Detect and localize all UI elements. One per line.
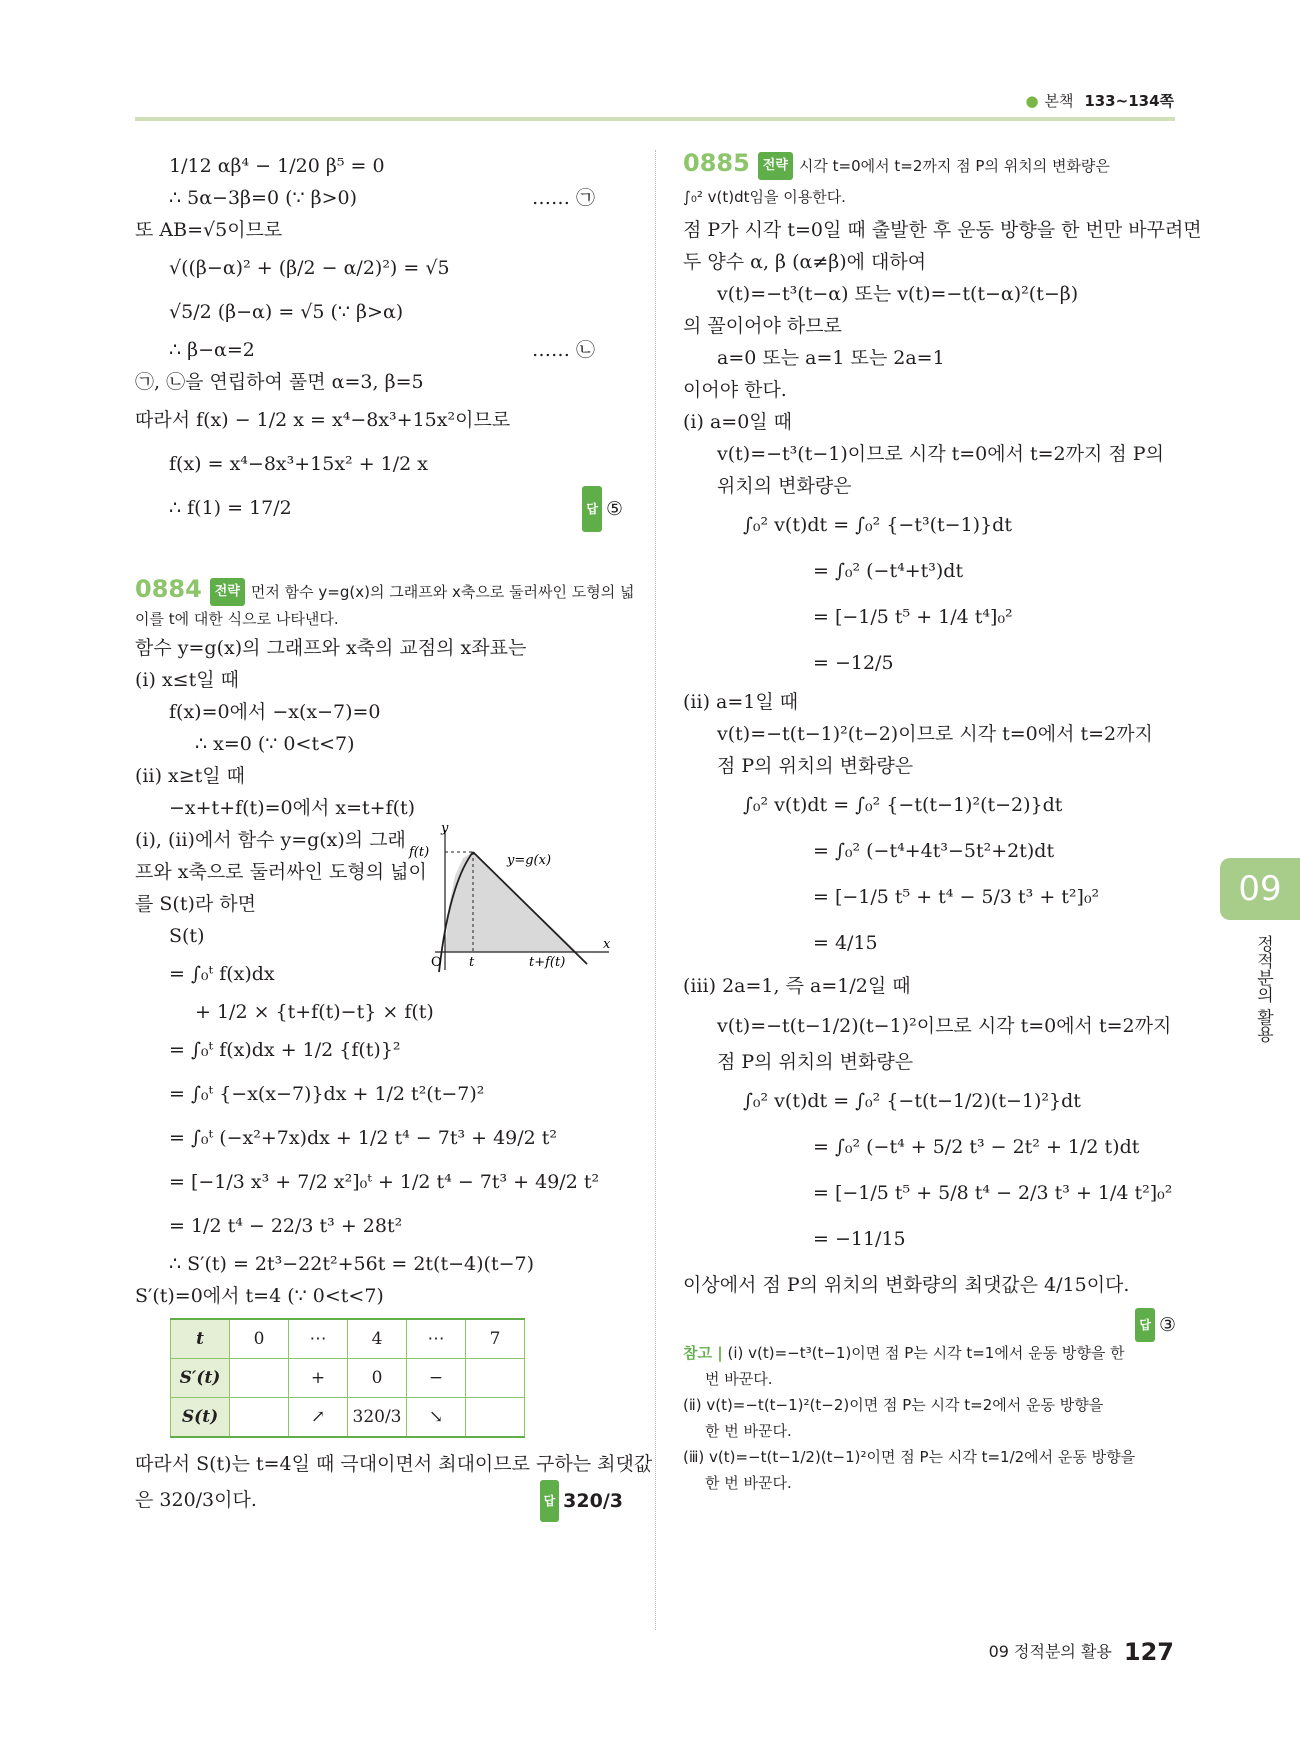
math-line: 함수 y=g(x)의 그래프와 x축의 교점의 x좌표는 [135,637,527,659]
table-row [171,1359,525,1398]
math-line: 점 P가 시각 t=0일 때 출발한 후 운동 방향을 한 번만 바꾸려면 [683,219,1202,241]
table-row [171,1398,525,1438]
math-line: f(x)=0에서 −x(x−7)=0 [169,701,381,723]
answer-value: ⑤ [605,498,623,520]
answer-badge: 답 [582,486,602,532]
math-line: (ⅱ) a=1일 때 [683,691,799,713]
math-line: √((β−α)² + (β/2 − α/2)²) = √5 [169,257,450,279]
math-line: = ∫₀ᵗ (−x²+7x)dx + 1/2 t⁴ − 7t³ + 49/2 t² [169,1127,558,1149]
graph-label-tft: t+f(t) [529,955,566,970]
math-line: (ⅲ) 2a=1, 즉 a=1/2일 때 [683,975,911,997]
table-cell: ⋯ [407,1319,466,1359]
page-header [1025,90,1174,111]
table-cell: + [289,1359,348,1398]
equation-ref-1: …… ㉠ [531,187,595,209]
graph-block [135,821,625,996]
header-pages: 133~134쪽 [1084,92,1174,110]
math-line: 의 꼴이어야 하므로 [683,315,842,337]
table-row [171,1319,525,1359]
problem-number: 0885 [683,149,750,177]
table-cell [230,1359,289,1398]
math-line: 점 P의 위치의 변화량은 [717,755,914,777]
math-line: 위치의 변화량은 [717,475,852,497]
graph-label-g: y=g(x) [507,853,552,868]
problem-0885-strategy [683,150,1178,180]
problem-number: 0884 [135,575,202,603]
math-line: = [−1/3 x³ + 7/2 x²]₀ᵗ + 1/2 t⁴ − 7t³ + 49/2 t² [169,1171,600,1193]
table-cell: 0 [348,1359,407,1398]
note-line: 한 번 바꾼다. [705,1474,792,1492]
graph-label-ft: f(t) [409,845,430,860]
equation-ref-2: …… ㉡ [531,339,595,361]
table-cell: ↗ [289,1398,348,1438]
table-cell: − [407,1359,466,1398]
table-cell: S′(t) [171,1359,230,1398]
answer-3-line [683,1308,1178,1340]
strategy-badge: 전략 [758,152,793,180]
math-line: −x+t+f(t)=0에서 x=t+f(t) [169,797,416,819]
math-line: v(t)=−t³(t−1)이므로 시각 t=0에서 t=2까지 점 P의 [717,443,1164,465]
answer-2 [540,1480,623,1522]
math-line: = ∫₀² (−t⁴ + 5/2 t³ − 2t² + 1/2 t)dt [813,1136,1140,1158]
answer-1 [582,486,623,532]
table-cell: 320/3 [348,1398,407,1438]
answer-value: 320/3 [563,1490,623,1512]
math-line: 두 양수 α, β (α≠β)에 대하여 [683,251,927,273]
math-line: (ⅰ), (ⅱ)에서 함수 y=g(x)의 그래 [135,829,406,851]
strategy-text: 시각 t=0에서 t=2까지 점 P의 위치의 변화량은 [798,157,1110,175]
note-line: 한 번 바꾼다. [705,1422,792,1440]
math-line: = ∫₀² (−t⁴+4t³−5t²+2t)dt [813,840,1055,862]
bullet-icon: ● [1025,92,1039,110]
math-line: 1/12 αβ⁴ − 1/20 β⁵ = 0 [169,155,385,177]
math-line: ∫₀² v(t)dt = ∫₀² {−t(t−1)²(t−2)}dt [743,794,1063,816]
math-line: = ∫₀ᵗ {−x(x−7)}dx + 1/2 t²(t−7)² [169,1083,485,1105]
math-text: ∴ f(1) = 17/2 [169,497,292,519]
math-line: 따라서 S(t)는 t=4일 때 극대이면서 최대이므로 구하는 최댓값 [135,1453,653,1475]
math-line: v(t)=−t(t−1)²(t−2)이므로 시각 t=0에서 t=2까지 [717,723,1153,745]
header-book-label: 본책 [1044,92,1074,110]
math-line: f(x) = x⁴−8x³+15x² + 1/2 x [169,453,429,475]
column-divider [655,150,657,1630]
answer-badge: 답 [1135,1308,1155,1342]
math-line: 이어야 한다. [683,379,787,401]
table-cell: ⋯ [289,1319,348,1359]
strategy-text: 이를 t에 대한 식으로 나타낸다. [135,610,339,628]
math-text: 은 320/3이다. [135,1489,257,1511]
math-line [135,182,625,214]
math-line: 따라서 f(x) − 1/2 x = x⁴−8x³+15x²이므로 [135,409,511,431]
math-line: = −11/15 [813,1228,906,1250]
math-line: (ⅰ) a=0일 때 [683,411,793,433]
math-line: 를 S(t)라 하면 [135,893,256,915]
math-line: ∴ S′(t) = 2t³−22t²+56t = 2t(t−4)(t−7) [169,1253,534,1275]
note-line: (ⅱ) v(t)=−t(t−1)²(t−2)이면 점 P는 시각 t=2에서 운동 방향을 [683,1396,1104,1414]
math-line: (ⅰ) x≤t일 때 [135,669,239,691]
math-line: v(t)=−t³(t−α) 또는 v(t)=−t(t−α)²(t−β) [717,283,1079,305]
math-line: = 1/2 t⁴ − 22/3 t³ + 28t² [169,1215,403,1237]
table-cell: 7 [466,1319,525,1359]
math-line: = 4/15 [813,932,878,954]
strategy-text: 먼저 함수 y=g(x)의 그래프와 x축으로 둘러싸인 도형의 넓 [250,583,635,601]
note-line: (ⅲ) v(t)=−t(t−1/2)(t−1)²이면 점 P는 시각 t=1/2에서 운동 방향을 [683,1448,1136,1466]
page-footer [989,1638,1174,1666]
math-line: = [−1/5 t⁵ + 5/8 t⁴ − 2/3 t³ + 1/4 t²]₀² [813,1182,1173,1204]
note-label: 참고 | [683,1344,723,1362]
math-line: = [−1/5 t⁵ + 1/4 t⁴]₀² [813,606,1013,628]
math-line: S′(t)=0에서 t=4 (∵ 0<t<7) [135,1285,384,1307]
graph-label-origin: O [431,955,442,970]
graph-label-t: t [469,955,475,970]
math-line: a=0 또는 a=1 또는 2a=1 [717,347,945,369]
math-text: ∴ 5α−3β=0 (∵ β>0) [169,187,358,209]
math-line: + 1/2 × {t+f(t)−t} × f(t) [195,1001,434,1023]
sign-table [170,1318,525,1438]
math-line [135,486,625,530]
strategy-badge: 전략 [210,578,245,606]
problem-0884-strategy [135,575,635,606]
math-line: 점 P의 위치의 변화량은 [717,1051,914,1073]
right-column [683,149,1202,1496]
table-cell [466,1398,525,1438]
problem-0884-body [135,632,653,1520]
math-line [135,334,625,366]
page-number: 127 [1123,1638,1174,1666]
answer-badge: 답 [540,1480,560,1522]
answer-3 [1135,1308,1176,1342]
chapter-tab: 09 [1220,858,1300,920]
note-text: (ⅰ) v(t)=−t³(t−1)이면 점 P는 시각 t=1에서 운동 방향을 한 [727,1344,1125,1362]
math-text: ∴ β−α=2 [169,339,255,361]
math-line: ㉠, ㉡을 연립하여 풀면 α=3, β=5 [135,371,424,393]
math-line: √5/2 (β−α) = √5 (∵ β>α) [169,301,404,323]
note-line: 번 바꾼다. [705,1370,773,1388]
math-line: v(t)=−t(t−1/2)(t−1)²이므로 시각 t=0에서 t=2까지 [717,1015,1172,1037]
answer-value: ③ [1158,1314,1176,1336]
math-line: S(t) [169,925,205,947]
function-graph [409,821,617,984]
math-line: = ∫₀ᵗ f(x)dx + 1/2 {f(t)}² [169,1039,401,1061]
table-cell: 4 [348,1319,407,1359]
header-rule [135,117,1175,121]
math-line: (ⅱ) x≥t일 때 [135,765,246,787]
math-line: 프와 x축으로 둘러싸인 도형의 넓이 [135,861,427,883]
math-line: = −12/5 [813,652,894,674]
graph-label-y: y [441,821,449,836]
math-line: = ∫₀² (−t⁴+t³)dt [813,560,964,582]
table-cell: t [171,1319,230,1359]
math-line [135,1480,625,1520]
graph-label-x: x [603,937,611,952]
table-cell: 0 [230,1319,289,1359]
math-line: 이상에서 점 P의 위치의 변화량의 최댓값은 4/15이다. [683,1274,1130,1296]
note-line [683,1340,1178,1366]
table-cell [466,1359,525,1398]
table-cell: ↘ [407,1398,466,1438]
left-column [135,150,653,1520]
math-line: ∫₀² v(t)dt = ∫₀² {−t(t−1/2)(t−1)²}dt [743,1090,1081,1112]
table-cell: S(t) [171,1398,230,1438]
math-line: = ∫₀ᵗ f(x)dx [169,963,275,985]
math-line: ∫₀² v(t)dt = ∫₀² {−t³(t−1)}dt [743,514,1012,536]
chapter-tab-title: 정적분의 활용 [1253,935,1273,1043]
math-line: ∴ x=0 (∵ 0<t<7) [195,733,355,755]
table-cell [230,1398,289,1438]
footer-chapter: 09 정적분의 활용 [988,1642,1112,1661]
math-line: = [−1/5 t⁵ + t⁴ − 5/3 t³ + t²]₀² [813,886,1100,908]
strategy-text: ∫₀² v(t)dt임을 이용한다. [683,188,846,206]
math-line: 또 AB=√5이므로 [135,219,283,241]
